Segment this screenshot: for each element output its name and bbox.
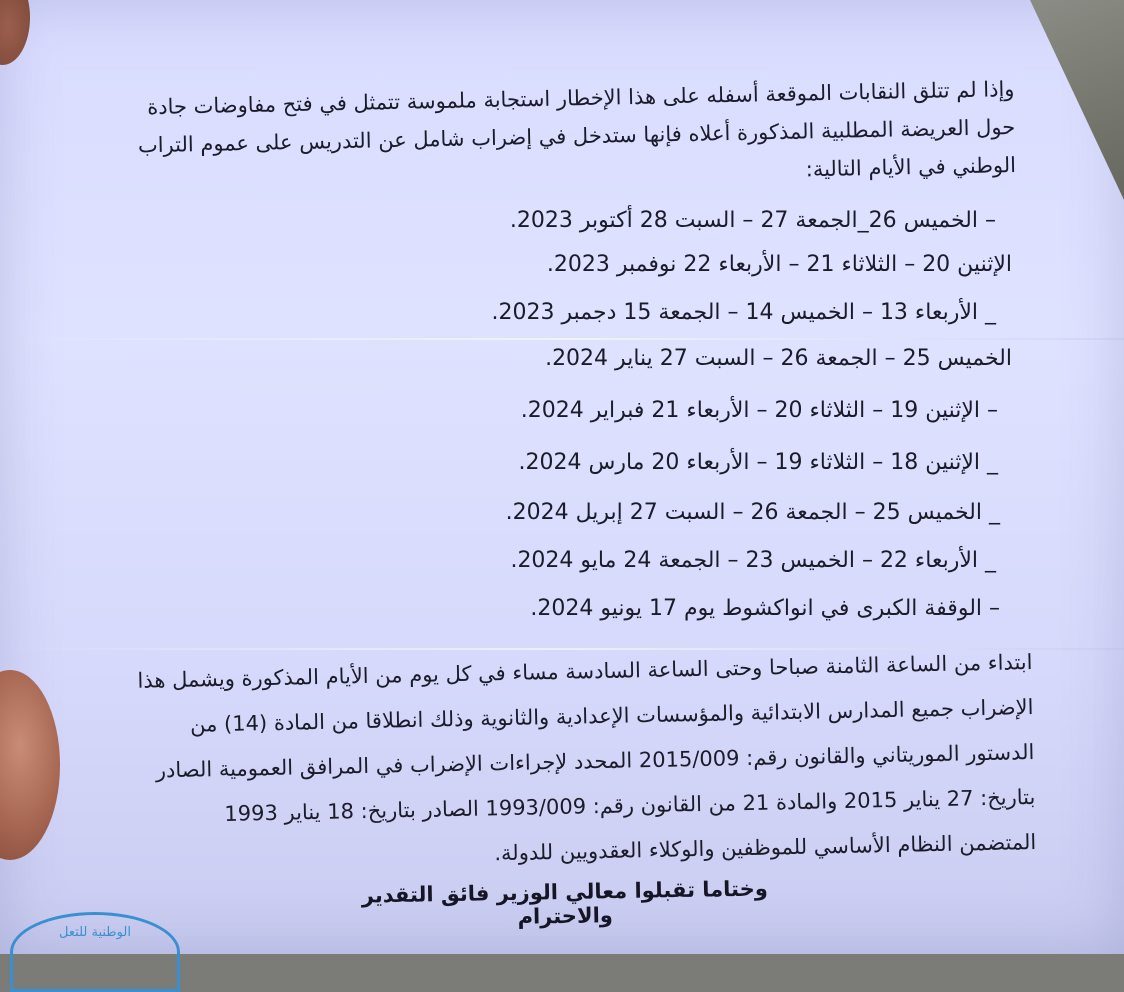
body-line: المتضمن النظام الأساسي للموظفين والوكلاء العقدويين للدولة.	[494, 829, 1037, 866]
strike-date-item: – الوقفة الكبرى في انواكشوط يوم 17 يونيو 2024.	[530, 596, 1000, 621]
strike-date-item: _ الإثنين 18 – الثلاثاء 19 – الأربعاء 20 مارس 2024.	[518, 450, 998, 475]
intro-line: وإذا لم تتلق النقابات الموقعة أسفله على هذا الإخطار استجابة ملموسة تتمثل في فتح مفاوضات جادة	[146, 76, 1015, 120]
strike-date-item: – الإثنين 19 – الثلاثاء 20 – الأربعاء 21 فبراير 2024.	[520, 398, 998, 423]
closing-salutation: وختاما تقبلوا معالي الوزير فائق التقدير والاحترام	[361, 876, 769, 929]
intro-line: الوطني في الأيام التالية:	[805, 152, 1017, 182]
body-line: بتاريخ: 27 يناير 2015 والمادة 21 من القانون رقم: 1993/009 الصادر بتاريخ: 18 يناير 1993	[224, 784, 1036, 826]
body-line: الدستور الموريتاني والقانون رقم: 2015/009 المحدد لإجراءات الإضراب في المرافق العمومية الصادر	[155, 739, 1035, 783]
strike-date-item: الخميس 25 – الجمعة 26 – السبت 27 يناير 2024.	[545, 346, 1012, 371]
intro-paragraph	[104, 70, 1016, 203]
strike-date-item: – الخميس 26_الجمعة 27 – السبت 28 أكتوبر 2023.	[509, 208, 996, 233]
body-paragraph	[102, 640, 1037, 884]
intro-line: حول العريضة المطلبية المذكورة أعلاه فإنها ستدخل في إضراب شامل عن التدريس على عموم التراب	[137, 114, 1016, 158]
body-line: الإضراب جميع المدارس الابتدائية والمؤسسات الإعدادية والثانوية وذلك انطلاقا من المادة (14) من	[189, 694, 1034, 737]
body-line: ابتداء من الساعة الثامنة صباحا وحتى الساعة السادسة مساء في كل يوم من الأيام المذكورة ويشمل هذا	[137, 649, 1033, 693]
official-stamp: الوطنية للتعل	[10, 912, 180, 992]
strike-date-item: _ الأربعاء 22 – الخميس 23 – الجمعة 24 مايو 2024.	[510, 548, 996, 573]
strike-date-item: _ الأربعاء 13 – الخميس 14 – الجمعة 15 دجمبر 2023.	[491, 300, 996, 325]
strike-date-item: _ الخميس 25 – الجمعة 26 – السبت 27 إبريل 2024.	[505, 500, 1000, 525]
strike-date-item: الإثنين 20 – الثلاثاء 21 – الأربعاء 22 نوفمبر 2023.	[546, 252, 1012, 277]
paper-crease	[0, 338, 1124, 340]
